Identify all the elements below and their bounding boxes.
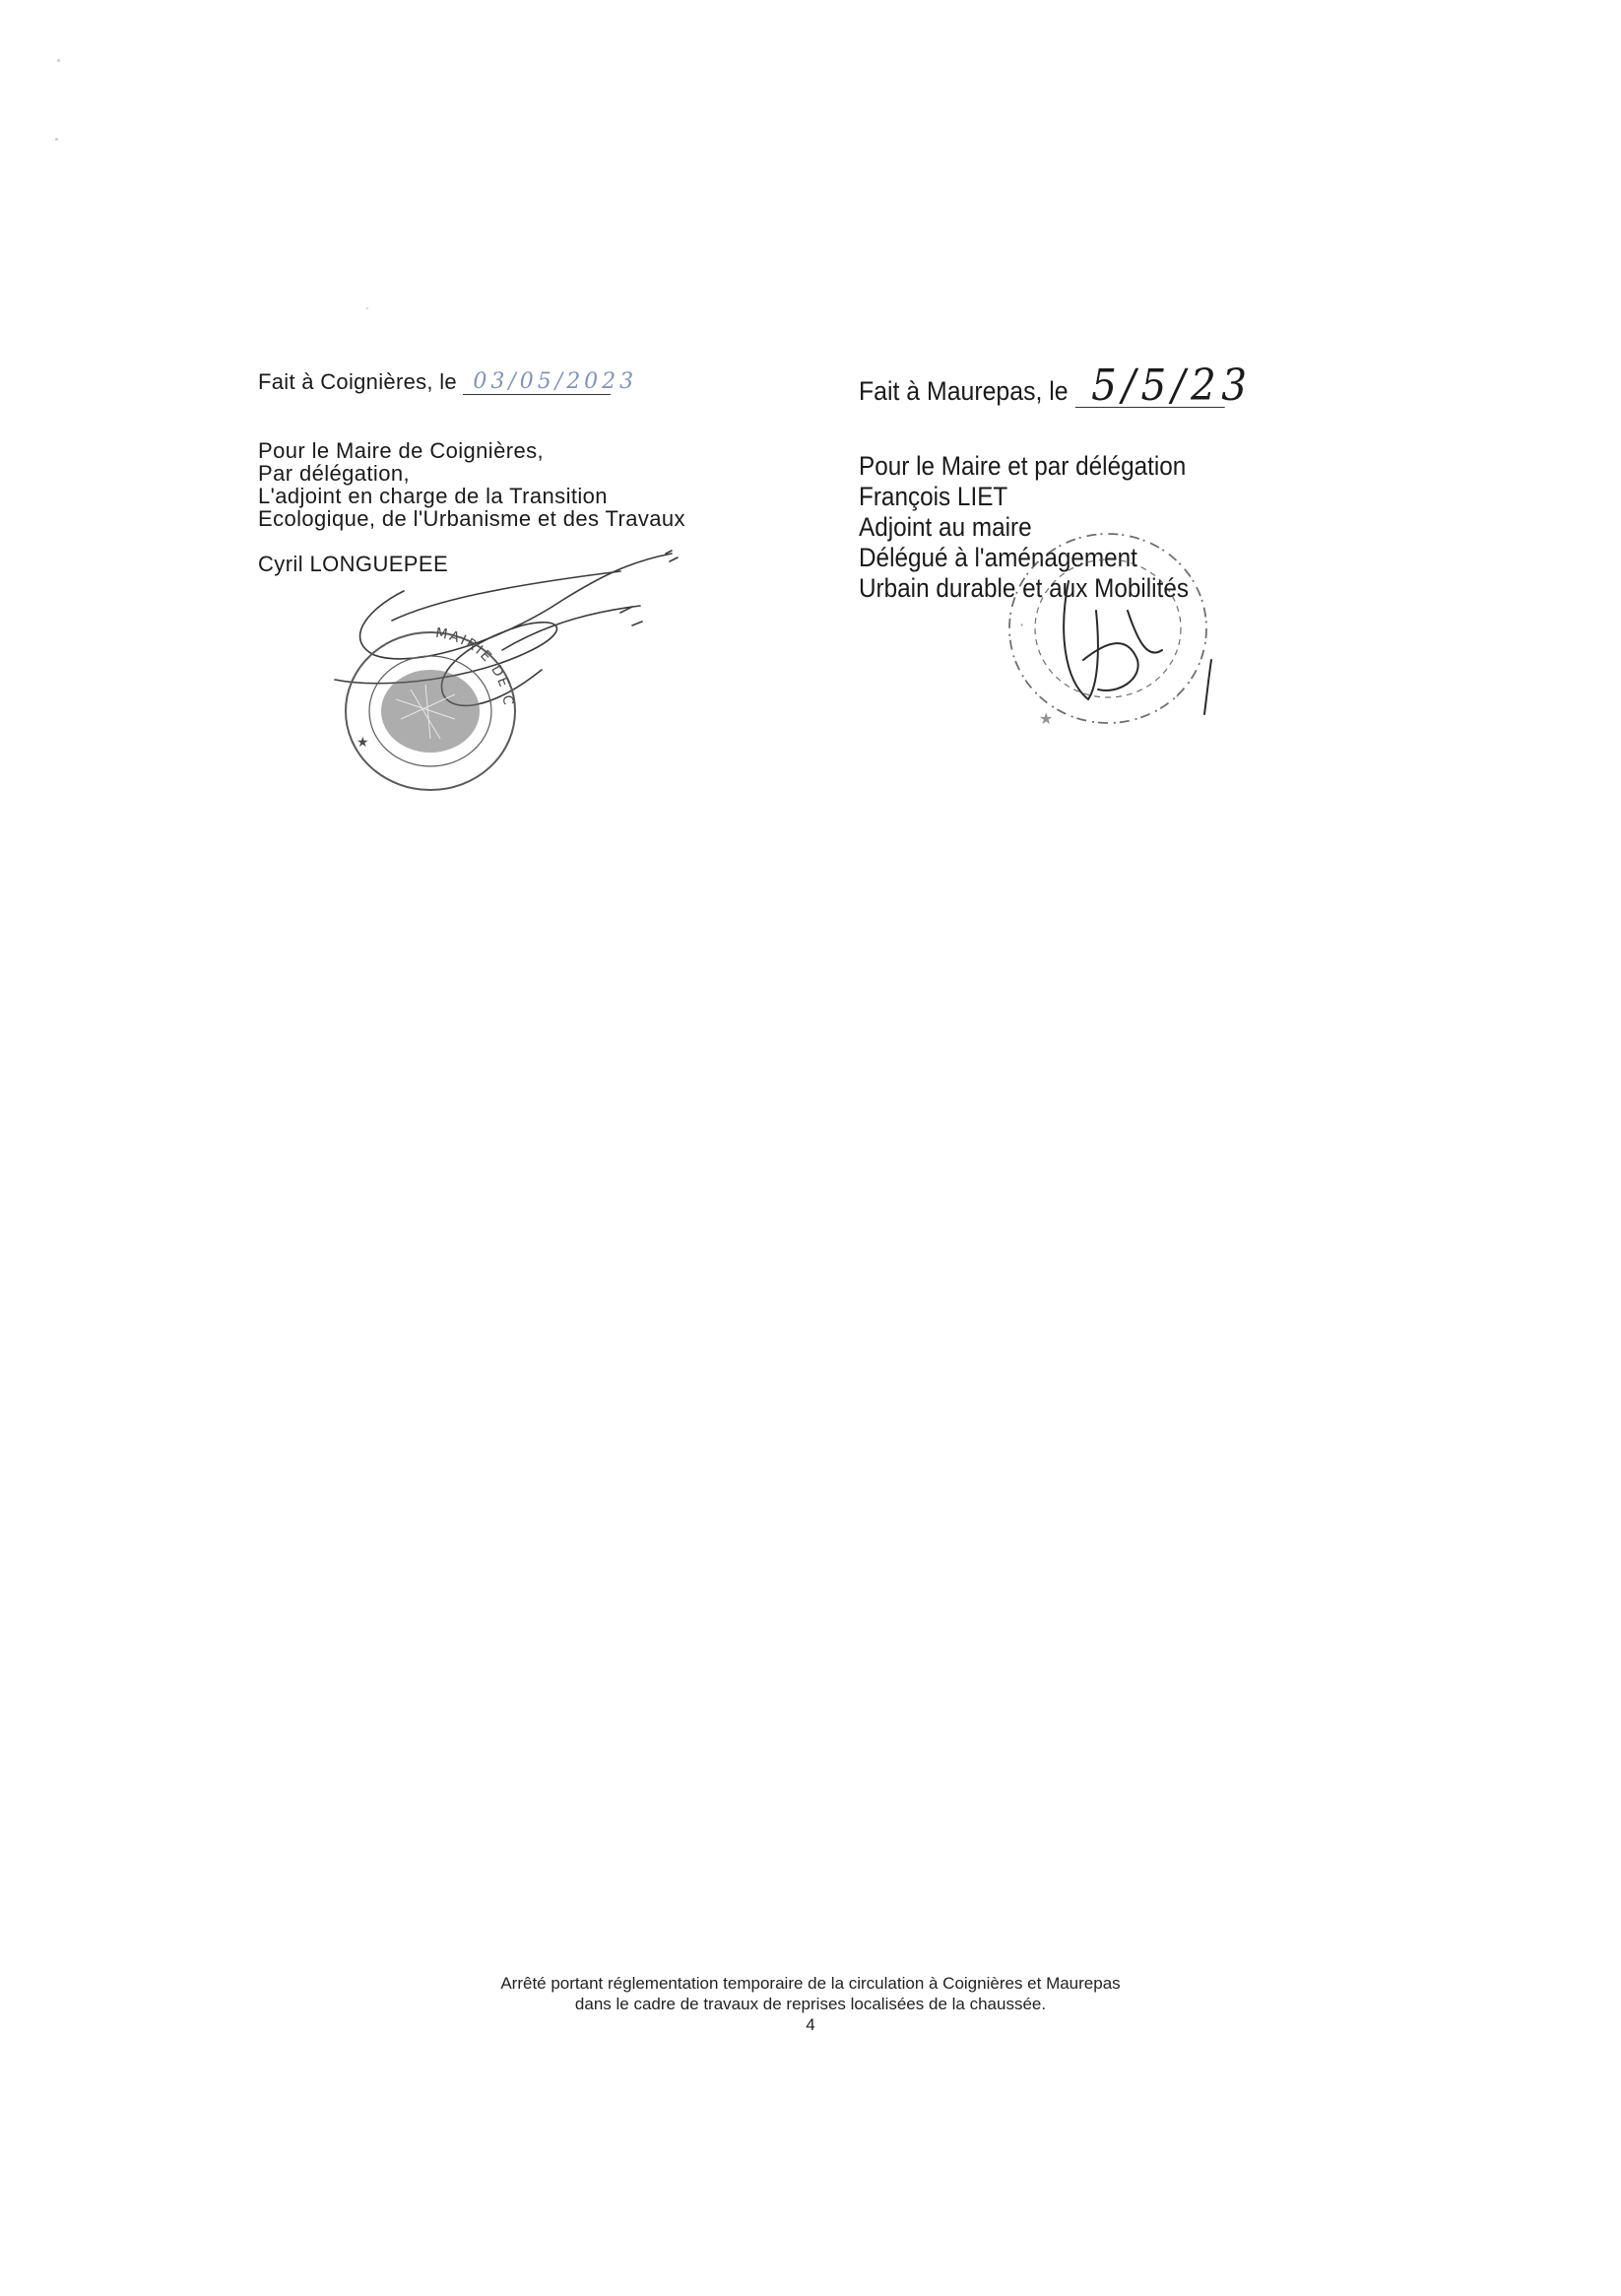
coignieres-line-2: Par délégation, — [258, 461, 410, 486]
maurepas-date-underline — [1075, 407, 1225, 408]
maurepas-line-4: Délégué à l'aménagement — [859, 543, 1137, 572]
coignieres-place-date-line — [258, 364, 810, 398]
maurepas-made-at-label: Fait à Maurepas, le — [859, 376, 1069, 406]
document-footer — [0, 1973, 1621, 2035]
svg-text:·: · — [1175, 687, 1181, 705]
svg-text:★: ★ — [357, 735, 369, 751]
coignieres-signatory-name: Cyril LONGUEPEE — [258, 552, 449, 576]
coignieres-date-underline — [463, 394, 611, 395]
maurepas-date-field — [1075, 361, 1253, 416]
coignieres-date-field — [463, 364, 637, 399]
coignieres-line-3: L'adjoint en charge de la Transition — [258, 484, 608, 508]
svg-text:★: ★ — [1039, 709, 1054, 728]
coignieres-made-at-label: Fait à Coignières, le — [258, 369, 457, 394]
maurepas-handwritten-date: 5/5/23 — [1091, 361, 1253, 411]
footer-title-line-2: dans le cadre de travaux de reprises localisées de la chaussée. — [574, 1995, 1047, 2013]
maurepas-line-2: François LIET — [859, 482, 1008, 511]
svg-text:·: · — [1019, 616, 1025, 634]
coignieres-line-1: Pour le Maire de Coignières, — [258, 438, 545, 463]
scan-speck — [55, 138, 58, 141]
maurepas-official-stamp — [990, 512, 1246, 749]
footer-title-line-1: Arrêté portant réglementation temporaire de la circulation à Coignières et Maurepas — [500, 1974, 1121, 1993]
coignieres-stamp-text: MAIRIE DE COIGNIÈRES — [320, 609, 517, 708]
scan-speck — [57, 59, 60, 62]
maurepas-line-1: Pour le Maire et par délégation — [859, 451, 1187, 481]
coignieres-delegation-text — [258, 439, 810, 530]
scan-speck — [366, 307, 368, 309]
maurepas-line-5: Urbain durable et aux Mobilités — [859, 573, 1189, 603]
coignieres-line-4: Ecologique, de l'Urbanisme et des Travaux — [258, 506, 685, 531]
page-number: 4 — [806, 2015, 815, 2034]
maurepas-place-date-line — [859, 361, 1329, 414]
maurepas-line-3: Adjoint au maire — [859, 512, 1032, 542]
coignieres-official-stamp — [320, 609, 534, 798]
coignieres-handwritten-date: 03/05/2023 — [473, 369, 638, 394]
